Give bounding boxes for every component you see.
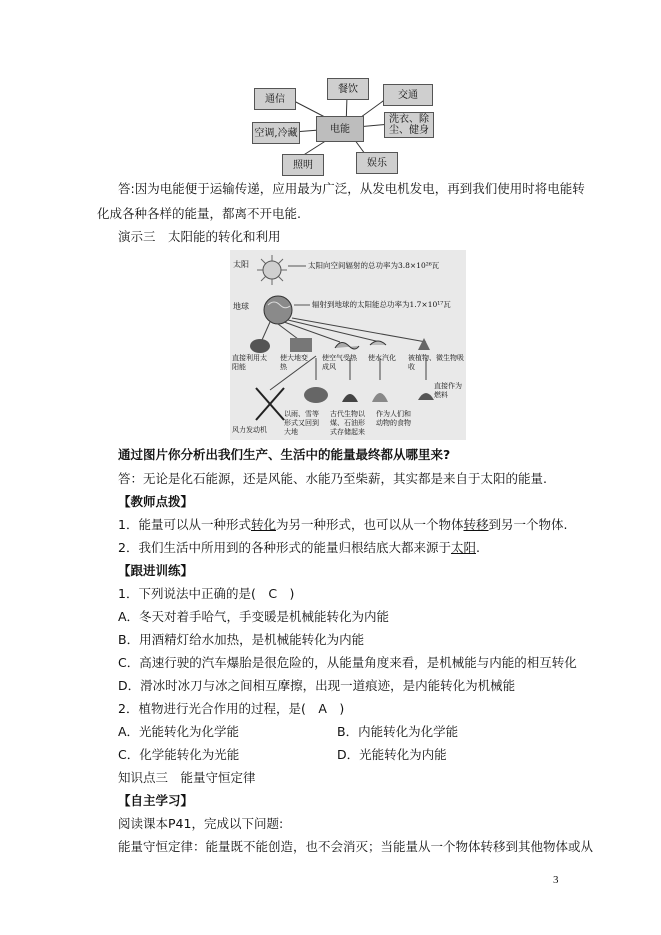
q2-option-b: B．内能转化为化学能 xyxy=(337,724,459,739)
self-study-title: 【自主学习】 xyxy=(118,793,194,808)
q1-option-d: D．滑冰时冰刀与冰之间相互摩擦，出现一道痕迹，是内能转化为机械能 xyxy=(118,678,516,693)
q1-option-b: B．用酒精灯给水加热，是机械能转化为内能 xyxy=(118,632,365,647)
question1: 1．下列说法中正确的是( C ) xyxy=(118,586,295,601)
diagram-center-electric-energy: 电能 xyxy=(316,116,364,142)
follow-training-title: 【跟进训练】 xyxy=(118,563,194,578)
row2-fossil: 古代生物以煤、石油形式存储起来 xyxy=(330,410,365,436)
solar-energy-figure xyxy=(230,250,466,440)
row2-food: 作为人们和动物的食物 xyxy=(376,410,411,427)
q2-option-c: C．化学能转化为光能 xyxy=(118,747,240,762)
diagram-node-lighting: 照明 xyxy=(282,154,324,176)
row2-rain-snow: 以雨、雪等形式又回到大地 xyxy=(284,410,319,436)
diagram-node-aircon: 空调,冷藏 xyxy=(252,122,300,144)
diagram-node-transport: 交通 xyxy=(383,84,433,106)
knowledge-point-3: 知识点三 能量守恒定律 xyxy=(118,770,256,785)
earth-power-text: 辐射到地球的太阳能总功率为1.7×10¹⁷瓦 xyxy=(312,300,451,309)
answer1-line2: 化成各种各样的能量，都离不开电能. xyxy=(97,206,301,221)
q2-option-d: D．光能转化为内能 xyxy=(337,747,447,762)
teacher-tip-title: 【教师点拨】 xyxy=(118,494,194,509)
tip2-post: . xyxy=(475,540,480,555)
diagram-node-catering: 餐饮 xyxy=(327,78,369,100)
answer2: 答：无论是化石能源，还是风能、水能乃至柴薪，其实都是来自于太阳的能量. xyxy=(118,471,547,486)
read-instruction: 阅读课本P41，完成以下问题: xyxy=(118,816,284,831)
q1-option-c: C．高速行驶的汽车爆胎是很危险的，从能量角度来看，是机械能与内能的相互转化 xyxy=(118,655,577,670)
answer1-line1: 答:因为电能便于运输传递，应用最为广泛，从发电机发电，再到我们使用时将电能转 xyxy=(118,181,585,196)
analyze-question: 通过图片你分析出我们生产、生活中的能量最终都从哪里来? xyxy=(118,447,451,462)
row2-fuel: 直接作为燃料 xyxy=(434,382,462,399)
row1-wind: 使空气受热成风 xyxy=(322,354,357,371)
conservation-law-text: 能量守恒定律：能量既不能创造，也不会消灭；当能量从一个物体转移到其他物体或从 xyxy=(118,839,594,854)
tip2-pre: 2．我们生活中所用到的各种形式的能量归根结底大都来源于 xyxy=(118,540,451,555)
question2: 2．植物进行光合作用的过程，是( A ) xyxy=(118,701,345,716)
row1-heat-ground: 使大地变热 xyxy=(280,354,308,371)
tip2-underline-sun: 太阳 xyxy=(450,540,476,555)
demo3-title: 演示三 太阳能的转化和利用 xyxy=(118,229,281,244)
tip2 xyxy=(118,539,480,557)
row2-wind-engine: 风力发动机 xyxy=(232,426,267,434)
diagram-node-communication: 通信 xyxy=(254,88,296,110)
page-number: 3 xyxy=(553,874,559,886)
sun-power-text: 太阳向空间辐射的总功率为3.8×10²⁶瓦 xyxy=(308,261,440,270)
tip1-underline-transfer: 转移 xyxy=(463,517,489,532)
row1-direct-use: 直接利用太阳能 xyxy=(232,354,267,371)
tip1-underline-transform: 转化 xyxy=(250,517,276,532)
row1-plants: 被植物、微生物吸收 xyxy=(408,354,464,371)
tip1 xyxy=(118,516,568,534)
tip1-mid: 为另一种形式，也可以从一个物体 xyxy=(275,517,464,532)
q1-option-a: A．冬天对着手哈气，手变暖是机械能转化为内能 xyxy=(118,609,390,624)
tip1-pre: 1．能量可以从一种形式 xyxy=(118,517,251,532)
sun-label: 太阳 xyxy=(233,260,249,269)
q2-option-a: A．光能转化为化学能 xyxy=(118,724,240,739)
row1-vaporize: 使水汽化 xyxy=(368,354,396,362)
earth-label: 地球 xyxy=(233,302,249,311)
diagram-node-entertainment: 娱乐 xyxy=(356,152,398,174)
tip1-post: 到另一个物体. xyxy=(488,517,568,532)
diagram-node-washing: 洗衣、除尘、健身 xyxy=(384,112,434,138)
